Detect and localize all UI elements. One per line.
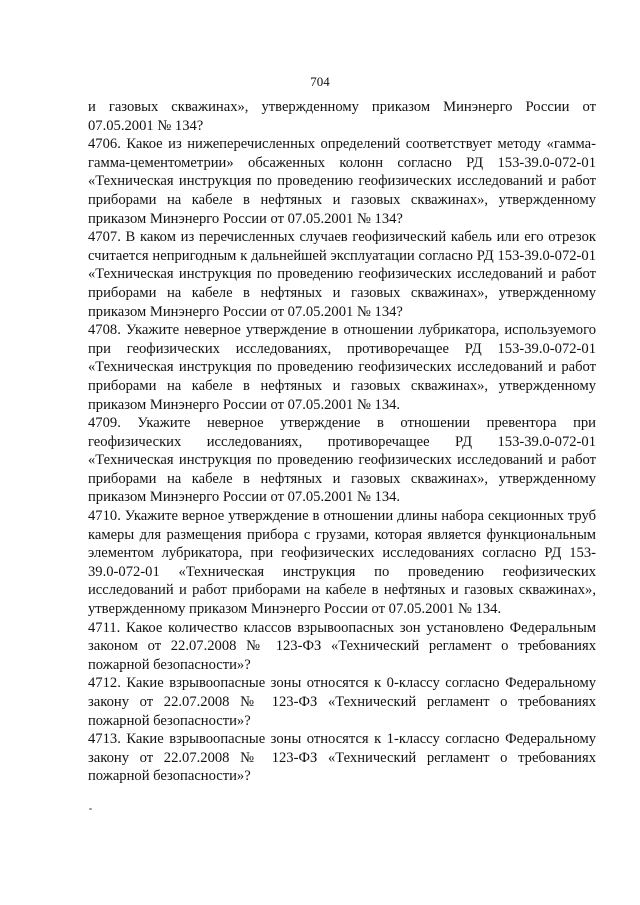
question-4710: 4710. Укажите верное утверждение в отношении длины набора секционных труб камеры для размещения прибора с грузами, которая является функциональным элементом лубрикатора, при геофизических исследованиях согласно РД 153-39.0-072-01 «Техническая инструкция по проведению геофизических исследований и работ приборами на кабеле в нефтяных и газовых скважинах», утвержденному приказом Минэнерго России от 07.05.2001 № 134. — [88, 508, 596, 618]
question-4708: 4708. Укажите неверное утверждение в отношении лубрикатора, используемого при геофизических исследованиях, противоречащее РД 153-39.0-072-01 «Техническая инструкция по проведению геофизических исследований и работ приборами на кабеле в нефтяных и газовых скважинах», утвержденному приказом Минэнерго России от 07.05.2001 № 134. — [88, 322, 596, 413]
question-4713: 4713. Какие взрывоопасные зоны относятся к 1-классу согласно Федеральному закону от 22.07.2008 № 123-ФЗ «Технический регламент о требованиях пожарной безопасности»? — [88, 731, 596, 785]
page-number: 704 — [310, 74, 330, 89]
question-4712: 4712. Какие взрывоопасные зоны относятся к 0-классу согласно Федеральному закону от 22.07.2008 № 123-ФЗ «Технический регламент о требованиях пожарной безопасности»? — [88, 675, 596, 729]
question-4711: 4711. Какое количество классов взрывоопасных зон установлено Федеральным законом от 22.07.2008 № 123-ФЗ «Технический регламент о требованиях пожарной безопасности»? — [88, 619, 596, 673]
question-4706: 4706. Какое из нижеперечисленных определений соответствует методу «гамма-гамма-цементометрии» обсаженных колонн согласно РД 153-39.0-072-01 «Техническая инструкция по проведению геофизических исследований и работ приборами на кабеле в нефтяных и газовых скважинах», утвержденному приказом Минэнерго России от 07.05.2001 № 134? — [88, 136, 596, 227]
question-list — [88, 98, 596, 786]
question-continuation: и газовых скважинах», утвержденному приказом Минэнерго России от 07.05.2001 № 134? — [88, 99, 596, 134]
question-4707: 4707. В каком из перечисленных случаев геофизический кабель или его отрезок считается непригодным к дальнейшей эксплуатации согласно РД 153-39.0-072-01 «Техническая инструкция по проведению геофизических исследований и работ приборами на кабеле в нефтяных и газовых скважинах», утвержденному приказом Минэнерго России от 07.05.2001 № 134? — [88, 229, 596, 320]
scan-speck — [89, 808, 92, 810]
question-4709: 4709. Укажите неверное утверждение в отношении превентора при геофизических исследованиях, противоречащее РД 153-39.0-072-01 «Техническая инструкция по проведению геофизических исследований и работ приборами на кабеле в нефтяных и газовых скважинах», утвержденному приказом Минэнерго России от 07.05.2001 № 134. — [88, 415, 596, 506]
